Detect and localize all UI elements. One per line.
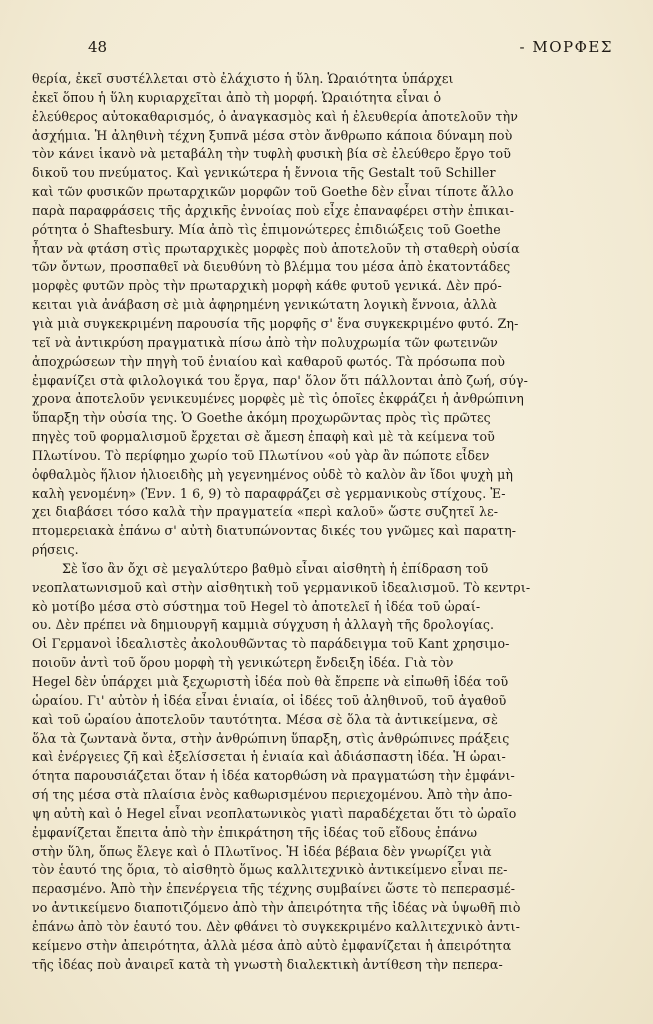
text-line: στὴν ὕλη, ὅπως ἔλεγε καὶ ὁ Πλωτῖνος. Ἡ ἰδέα βέβαια δὲν γνωρίζει γιὰ xyxy=(32,843,492,859)
text-line: δικοῦ του πνεύματος. Καὶ γενικώτερα ἡ ἔννοια τῆς Gestalt τοῦ Schiller xyxy=(32,165,496,181)
text-line: κείμενο στὴν ἀπειρότητα, ἀλλὰ μέσα ἀπὸ αὐτὸ ἐμφανίζεται ἡ ἀπειρότητα xyxy=(32,937,512,953)
text-line: ποιοῦν ἀντὶ τοῦ ὅρου μορφὴ τὴ γενικώτερη ἔνδειξη ἰδέα. Γιὰ τὸν xyxy=(32,655,454,671)
text-line: τεῖ νὰ ἀντικρύση πραγματικὰ πίσω ἀπὸ τὴν πολυχρωμία τῶν φωτεινῶν xyxy=(32,334,498,350)
text-line: ἀποχρώσεων τὴν πηγὴ τοῦ ἐνιαίου καὶ καθαροῦ φωτός. Τὰ πρόσωπα ποὺ xyxy=(32,353,505,369)
text-line: τῶν ὄντων, προσπαθεῖ νὰ διευθύνη τὸ βλέμμα του μέσα ἀπὸ ἑκατοντάδες xyxy=(32,259,511,275)
text-line: καὶ τοῦ ὡραίου ἀποτελοῦν ταυτότητα. Μέσα σὲ ὅλα τὰ ἀντικείμενα, σὲ xyxy=(32,711,498,727)
text-line: παρὰ παραφράσεις τῆς ἀρχικῆς ἐννοίας ποὺ εἶχε ἐπαναφέρει στὴν ἐπικαι- xyxy=(32,202,515,218)
text-line: πτομερειακὰ ἐπάνω σ' αὐτὴ διατυπώνοντας δικές του γνῶμες καὶ παρατη- xyxy=(32,523,517,539)
text-line: ἐπάνω ἀπὸ τὸν ἑαυτό του. Δὲν φθάνει τὸ συγκεκριμένο καλλιτεχνικὸ ἀντι- xyxy=(32,918,520,934)
text-line: μορφὲς φυτῶν πρὸς τὴν πρωταρχικὴ μορφὴ κάθε φυτοῦ γενικά. Δὲν πρό- xyxy=(32,278,502,294)
text-line: θερία, ἐκεῖ συστέλλεται στὸ ἐλάχιστο ἡ ὕλη. Ὡραιότητα ὑπάρχει xyxy=(32,71,454,86)
text-line: ψη αὐτὴ καὶ ὁ Hegel εἶναι νεοπλατωνικὸς γιατὶ παραδέχεται ὅτι τὸ ὡραῖο xyxy=(32,805,517,821)
text-line: ρότητα ὁ Shaftesbury. Μία ἀπὸ τὶς ἐπιμονώτερες ἐπιδιώξεις τοῦ Goethe xyxy=(32,221,501,237)
text-line: ότητα παρουσιάζεται ὅταν ἡ ἰδέα κατορθώση νὰ πραγματώση τὴν ἐμφάνι- xyxy=(32,768,515,784)
text-line: καὶ ἐνέργειες ζῆ καὶ ἐξελίσσεται ἡ ἑνιαία καὶ ἀδιάσπαστη ἰδέα. Ἡ ὡραι- xyxy=(32,749,506,765)
text-line: ἐκεῖ ὅπου ἡ ὕλη κυριαρχεῖται ἀπὸ τὴ μορφή. Ὡραιότητα εἶναι ὁ xyxy=(32,89,442,105)
text-line: Σὲ ἴσο ἂν ὄχι σὲ μεγαλύτερο βαθμὸ εἶναι αἰσθητὴ ἡ ἐπίδραση τοῦ xyxy=(62,560,489,576)
text-line: τὸν ἑαυτό της ὅρια, τὸ αἰσθητὸ ὅμως καλλιτεχνικὸ ἀντικείμενο εἶναι πε- xyxy=(32,862,508,878)
text-line: κὸ μοτίβο μέσα στὸ σύστημα τοῦ Hegel τὸ ἀποτελεῖ ἡ ἰδέα τοῦ ὡραί- xyxy=(32,598,481,614)
text-line: ἐμφανίζει στὰ φιλολογικά του ἔργα, παρ' ὅλον ὅτι πάλλονται ἀπὸ ζωή, σύγ- xyxy=(32,372,528,388)
text-line: τῆς ἰδέας ποὺ ἀναιρεῖ κατὰ τὴ γνωστὴ διαλεκτικὴ ἀντίθεση τὴν πεπερα- xyxy=(32,956,503,972)
text-line: ου. Δὲν πρέπει νὰ δημιουργῆ καμμιὰ σύγχυση ἡ ἀλλαγὴ τῆς δρολογίας. xyxy=(32,617,495,633)
text-line: Hegel δὲν ὑπάρχει μιὰ ξεχωριστὴ ἰδέα ποὺ θὰ ἔπρεπε νὰ εἰπωθῆ ἰδέα τοῦ xyxy=(32,674,509,689)
text-line: ἐλεύθερος αὐτοκαθαρισμός, ὁ ἀναγκασμὸς καὶ ἡ ἐλευθερία ἀποτελοῦν τὴν xyxy=(32,108,519,124)
text-line: Πλωτίνου. Τὸ περίφημο χωρίο τοῦ Πλωτίνου «οὐ γὰρ ἂν πώποτε εἶδεν xyxy=(32,447,490,463)
page-number: 48 xyxy=(88,38,108,56)
text-line: χει διαβάσει τόσο καλὰ τὴν πραγματεία «περὶ καλοῦ» ὥστε συζητεῖ λε- xyxy=(32,504,499,520)
text-line: ὕπαρξη τὴν οὐσία της. Ὁ Goethe ἀκόμη προχωρῶντας πρὸς τὶς πρῶτες xyxy=(32,410,491,426)
page-header xyxy=(88,38,613,60)
text-line: καὶ τῶν φυσικῶν πρωταρχικῶν μορφῶν τοῦ Goethe δὲν εἶναι τίποτε ἄλλο xyxy=(32,184,514,200)
text-line: ὡραίου. Γι' αὐτὸν ἡ ἰδέα εἶναι ἑνιαία, οἱ ἰδέες τοῦ ἀληθινοῦ, τοῦ ἀγαθοῦ xyxy=(32,692,507,708)
text-line: Οἱ Γερμανοὶ ἰδεαλιστὲς ἀκολουθῶντας τὸ παράδειγμα τοῦ Kant χρησιμο- xyxy=(32,636,510,652)
text-line: ὅλα τὰ ζωντανὰ ὄντα, στὴν ἀνθρώπινη ὕπαρξη, στὶς ἀνθρώπινες πράξεις xyxy=(32,730,510,746)
text-line: ἦταν νὰ φτάση στὶς πρωταρχικὲς μορφὲς ποὺ ἀποτελοῦν τὴ σταθερὴ οὐσία xyxy=(32,240,520,256)
text-line: ἐμφανίζεται ἔπειτα ἀπὸ τὴν ἐπικράτηση τῆς ἰδέας τοῦ εἴδους ἐπάνω xyxy=(32,824,478,840)
paragraph xyxy=(32,560,624,975)
running-head: - ΜΟΡΦΕΣ xyxy=(519,38,613,56)
text-line: καλὴ γενομένη» (Ἐνν. 1 6, 9) τὸ παραφράζει σὲ γερμανικοὺς στίχους. Ἐ- xyxy=(32,485,506,501)
text-line: πηγὲς τοῦ φορμαλισμοῦ ἔρχεται σὲ ἄμεση ἐπαφὴ καὶ μὲ τὰ κείμενα τοῦ xyxy=(32,429,495,445)
text-line: νεοπλατωνισμοῦ καὶ στὴν αἰσθητικὴ τοῦ γερμανικοῦ ἰδεαλισμοῦ. Τὸ κεντρι- xyxy=(32,579,531,595)
text-line: τὸν κάνει ἱκανὸ νὰ μεταβάλη τὴν τυφλὴ φυσικὴ βία σὲ ἐλεύθερο ἔργο τοῦ xyxy=(32,146,511,162)
body-text xyxy=(32,70,624,975)
text-line: κειται γιὰ ἀνάβαση σὲ μιὰ ἀφηρημένη γενικώτατη λογικὴ ἔννοια, ἀλλὰ xyxy=(32,297,497,313)
text-line: γιὰ μιὰ συγκεκριμένη παρουσία τῆς μορφῆς σ' ἕνα συγκεκριμένο φυτό. Ζη- xyxy=(32,315,519,331)
text-line: νο ἀντικείμενο διαποτιζόμενο ἀπὸ τὴν ἀπειρότητα τῆς ἰδέας νὰ ὑψωθῆ πιὸ xyxy=(32,900,521,916)
text-line: σή της μέσα στὰ πλαίσια ἑνὸς καθωρισμένου περιεχομένου. Ἀπὸ τὴν ἀπο- xyxy=(32,787,513,803)
text-line: περασμένο. Ἀπὸ τὴν ἐπενέργεια τῆς τέχνης συμβαίνει ὥστε τὸ πεπερασμέ- xyxy=(32,881,516,897)
text-line: ὀφθαλμὸς ἥλιον ἡλιοειδὴς μὴ γεγενημένος οὐδὲ τὸ καλὸν ἂν ἴδοι ψυχὴ μὴ xyxy=(32,466,514,482)
text-line: ρήσεις. xyxy=(32,542,79,558)
paragraph xyxy=(32,70,624,560)
text-line: ἀσχήμια. Ἡ ἀληθινὴ τέχνη ξυπνᾶ μέσα στὸν ἄνθρωπο κάποια δύναμη ποὺ xyxy=(32,127,513,143)
text-line: χρονα ἀποτελοῦν γενικευμένες μορφὲς μὲ τὶς ὁποῖες ἐκφράζει ἡ ἀνθρώπινη xyxy=(32,391,524,407)
